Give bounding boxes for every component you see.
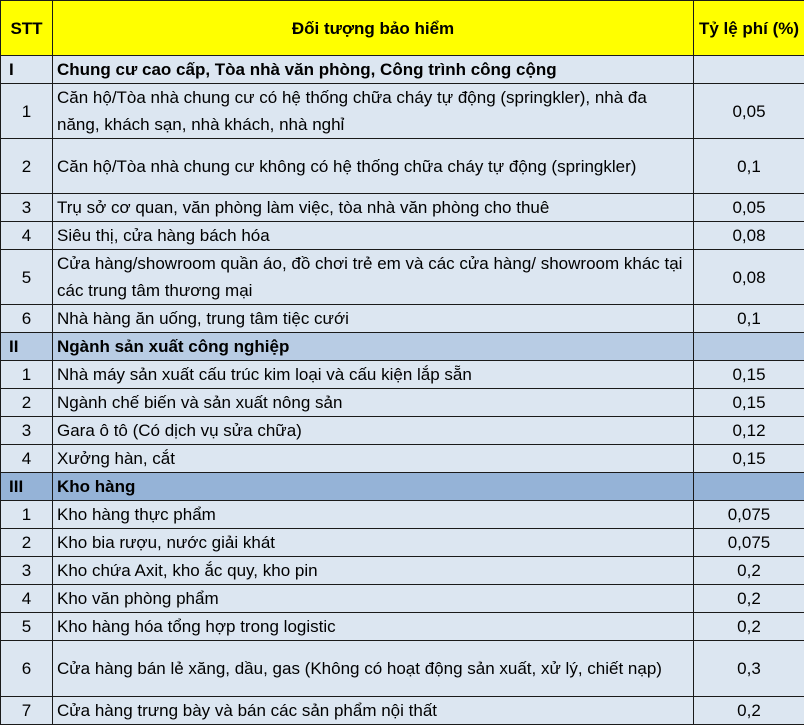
row-subject: Kho chứa Axit, kho ắc quy, kho pin [53,557,694,585]
table-body [1,56,804,725]
header-rate: Tỷ lệ phí (%) [694,1,804,56]
row-subject: Kho hàng thực phẩm [53,501,694,529]
table-row [1,529,804,557]
table-row [1,417,804,445]
header-stt: STT [1,1,53,56]
group-row [1,473,804,501]
row-subject: Trụ sở cơ quan, văn phòng làm việc, tòa nhà văn phòng cho thuê [53,194,694,222]
table-row [1,557,804,585]
table-row [1,389,804,417]
group-title: Ngành sản xuất công nghiệp [53,333,694,361]
table-row [1,697,804,725]
row-subject: Kho bia rượu, nước giải khát [53,529,694,557]
row-subject: Ngành chế biến và sản xuất nông sản [53,389,694,417]
table-row [1,613,804,641]
row-subject: Gara ô tô (Có dịch vụ sửa chữa) [53,417,694,445]
group-code: I [1,56,53,84]
row-stt: 5 [1,613,53,641]
row-rate: 0,08 [694,250,804,305]
table-header-row [1,1,804,56]
group-rate-empty [694,333,804,361]
row-rate: 0,2 [694,697,804,725]
row-stt: 1 [1,361,53,389]
group-code: II [1,333,53,361]
row-rate: 0,05 [694,194,804,222]
row-rate: 0,075 [694,501,804,529]
row-rate: 0,2 [694,613,804,641]
table-row [1,361,804,389]
table-row [1,139,804,194]
row-stt: 2 [1,389,53,417]
row-rate: 0,3 [694,641,804,697]
group-row [1,56,804,84]
row-subject: Siêu thị, cửa hàng bách hóa [53,222,694,250]
table-row [1,445,804,473]
group-rate-empty [694,56,804,84]
group-title: Chung cư cao cấp, Tòa nhà văn phòng, Công trình công cộng [53,56,694,84]
row-rate: 0,2 [694,585,804,613]
row-rate: 0,1 [694,139,804,194]
row-subject: Căn hộ/Tòa nhà chung cư không có hệ thống chữa cháy tự động (springkler) [53,139,694,194]
header-subject: Đối tượng bảo hiểm [53,1,694,56]
row-subject: Căn hộ/Tòa nhà chung cư có hệ thống chữa cháy tự động (springkler), nhà đa năng, khách sạn, nhà khách, nhà nghỉ [53,84,694,139]
row-stt: 6 [1,641,53,697]
row-subject: Cửa hàng/showroom quần áo, đồ chơi trẻ em và các cửa hàng/ showroom khác tại các trung tâm thương mại [53,250,694,305]
row-stt: 3 [1,194,53,222]
row-subject: Kho văn phòng phẩm [53,585,694,613]
row-stt: 7 [1,697,53,725]
row-stt: 6 [1,305,53,333]
row-subject: Nhà hàng ăn uống, trung tâm tiệc cưới [53,305,694,333]
row-stt: 4 [1,445,53,473]
table-row [1,222,804,250]
row-rate: 0,15 [694,389,804,417]
table-row [1,194,804,222]
table-row [1,250,804,305]
table-row [1,305,804,333]
row-rate: 0,12 [694,417,804,445]
group-rate-empty [694,473,804,501]
table-row [1,501,804,529]
row-stt: 2 [1,139,53,194]
row-rate: 0,075 [694,529,804,557]
table-row [1,641,804,697]
row-subject: Cửa hàng trưng bày và bán các sản phẩm nội thất [53,697,694,725]
group-code: III [1,473,53,501]
row-subject: Xưởng hàn, cắt [53,445,694,473]
group-row [1,333,804,361]
row-stt: 4 [1,585,53,613]
row-stt: 1 [1,84,53,139]
group-title: Kho hàng [53,473,694,501]
row-subject: Cửa hàng bán lẻ xăng, dầu, gas (Không có hoạt động sản xuất, xử lý, chiết nạp) [53,641,694,697]
row-stt: 5 [1,250,53,305]
row-stt: 3 [1,417,53,445]
table-row [1,84,804,139]
row-rate: 0,15 [694,445,804,473]
row-rate: 0,15 [694,361,804,389]
row-subject: Nhà máy sản xuất cấu trúc kim loại và cấu kiện lắp sẵn [53,361,694,389]
row-rate: 0,05 [694,84,804,139]
row-stt: 1 [1,501,53,529]
row-rate: 0,08 [694,222,804,250]
row-subject: Kho hàng hóa tổng hợp trong logistic [53,613,694,641]
row-stt: 2 [1,529,53,557]
row-rate: 0,2 [694,557,804,585]
row-stt: 4 [1,222,53,250]
row-rate: 0,1 [694,305,804,333]
table-row [1,585,804,613]
row-stt: 3 [1,557,53,585]
